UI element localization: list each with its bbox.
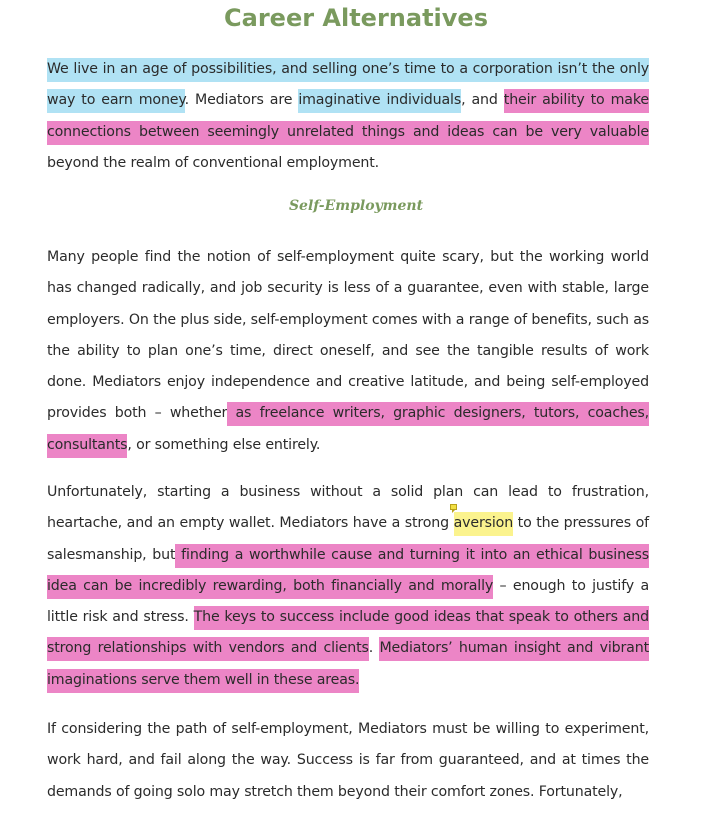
paragraph-experiment — [47, 714, 649, 808]
text-run: beyond the realm of conventional employment. — [47, 154, 380, 171]
text-run: . — [368, 640, 380, 657]
highlight-pink[interactable]: finding a worthwhile cause and turning it into an ethical business idea can be incredibly rewarding, both financially and morally — [47, 544, 649, 599]
highlight-pink[interactable]: as freelance writers, graphic designers, tutors, coaches, consultants — [47, 402, 649, 457]
paragraph-intro — [47, 54, 649, 179]
highlight-pink[interactable]: their ability to make connections between seemingly unrelated things and ideas can be very valuable — [47, 89, 649, 144]
comment-icon[interactable] — [450, 504, 457, 510]
highlight-pink[interactable]: The keys to success include good ideas that speak to others and strong relationships with vendors and clients — [47, 606, 649, 661]
paragraph-business — [47, 477, 649, 696]
highlight-blue[interactable]: imaginative individuals — [298, 89, 461, 113]
text-run: , or something else entirely. — [127, 436, 321, 453]
text-run: . Mediators are — [184, 92, 299, 109]
text-run: Unfortunately, starting a business without a solid plan can lead to frustration, heartache, and an empty wallet. Mediators have a strong — [47, 484, 649, 532]
text-run: Many people find the notion of self-employment quite scary, but the working world has changed radically, and job security is less of a guarantee, even with stable, large employers. On the plus side, self-employment comes with a range of benefits, such as the ability to plan one’s time, direct oneself, and see the tangible results of work done. Mediators enjoy independence and creative latitude, and being self-employed provides both – whether — [47, 249, 649, 422]
document-title: Career Alternatives — [224, 4, 488, 32]
highlight-pink[interactable]: Mediators’ human insight and vibrant imaginations serve them well in these areas. — [47, 637, 649, 692]
commented-word: aversion — [453, 515, 514, 532]
highlight-yellow-comment[interactable] — [454, 512, 513, 536]
text-run: to the pressures of salesmanship, but — [47, 515, 649, 563]
text-run: If considering the path of self-employment, Mediators must be willing to experiment, work hard, and fail along the way. Success is far from guaranteed, and at times the demands of going solo may stretch them beyond their comfort zones. Fortunately, — [47, 721, 649, 800]
paragraph-self-employment — [47, 242, 649, 461]
text-run: – enough to justify a little risk and stress. — [47, 577, 649, 626]
section-subheading: Self-Employment — [288, 198, 424, 214]
text-run: , and — [461, 92, 504, 109]
highlight-blue[interactable]: We live in an age of possibilities, and selling one’s time to a corporation isn’t the only way to earn money — [47, 58, 649, 113]
